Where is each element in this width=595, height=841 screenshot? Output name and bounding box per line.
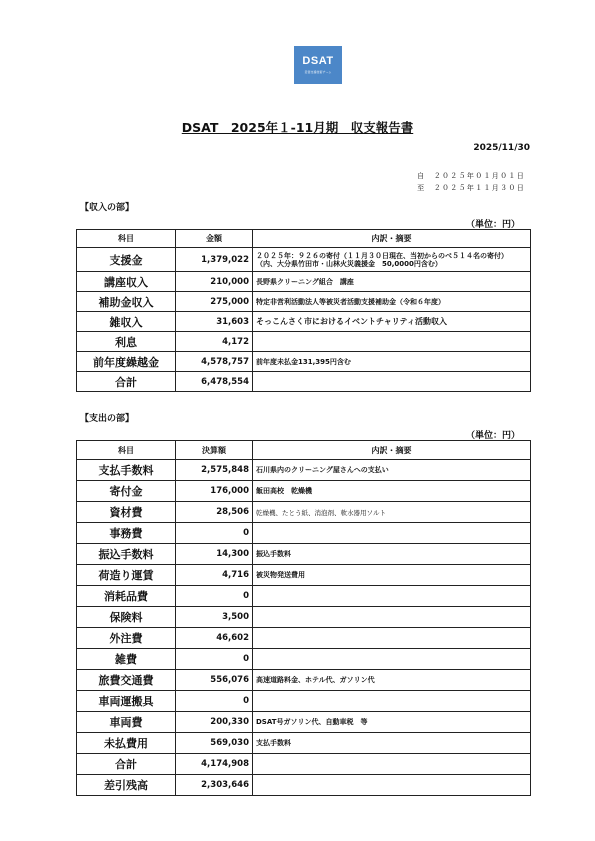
row-amount: 4,174,908 (176, 754, 253, 775)
column-header: 金額 (176, 230, 253, 248)
table-row (77, 607, 531, 628)
logo-text: DSAT (302, 55, 334, 67)
row-label: 車両費 (77, 712, 176, 733)
row-label: 前年度繰越金 (77, 352, 176, 372)
expense-header-row (77, 441, 531, 460)
row-label: 合計 (77, 372, 176, 392)
row-note (253, 628, 531, 649)
row-label: 講座収入 (77, 272, 176, 292)
table-row (77, 565, 531, 586)
table-row (77, 460, 531, 481)
table-row (77, 733, 531, 754)
row-amount: 275,000 (176, 292, 253, 312)
income-unit: （単位：円） (465, 220, 520, 230)
table-row (77, 481, 531, 502)
row-label: 保険料 (77, 607, 176, 628)
row-amount: 2,575,848 (176, 460, 253, 481)
total-row (77, 754, 531, 775)
row-amount: 3,500 (176, 607, 253, 628)
income-table (76, 229, 531, 392)
table-row (77, 292, 531, 312)
expense-unit: （単位：円） (465, 431, 520, 441)
row-label: 車両運搬具 (77, 691, 176, 712)
row-amount: 28,506 (176, 502, 253, 523)
table-row (77, 712, 531, 733)
column-header: 科目 (77, 441, 176, 460)
table-row (77, 691, 531, 712)
table-row (77, 502, 531, 523)
row-amount: 4,716 (176, 565, 253, 586)
row-label: 利息 (77, 332, 176, 352)
row-amount: 4,172 (176, 332, 253, 352)
row-label: 消耗品費 (77, 586, 176, 607)
row-note (253, 607, 531, 628)
row-label: 支払手数料 (77, 460, 176, 481)
row-note: DSAT号ガソリン代、自動車税 等 (253, 712, 531, 733)
row-note: 飯田高校 乾燥機 (253, 481, 531, 502)
row-label: 寄付金 (77, 481, 176, 502)
dsat-logo (294, 46, 342, 84)
table-row (77, 332, 531, 352)
row-note (253, 754, 531, 775)
row-label: 事務費 (77, 523, 176, 544)
expense-heading: 【支出の部】 (80, 414, 135, 424)
row-note: 長野県クリーニング組合 講座 (253, 272, 531, 292)
column-header: 内訳・摘要 (253, 441, 531, 460)
row-note (253, 649, 531, 670)
row-note: 支払手数料 (253, 733, 531, 754)
row-note: 高速道路料金、ホテル代、ガソリン代 (253, 670, 531, 691)
row-note: ２０２５年：９２６の寄付（１１月３０日現在、当初からのべ５１４名の寄付） （内、大分県竹田市・山林火災義援金 50,0000円含む） (253, 248, 531, 272)
row-label: 差引残高 (77, 775, 176, 796)
row-note (253, 523, 531, 544)
table-row (77, 248, 531, 272)
income-heading: 【収入の部】 (80, 203, 135, 213)
row-amount: 569,030 (176, 733, 253, 754)
row-note (253, 586, 531, 607)
row-amount: 1,379,022 (176, 248, 253, 272)
row-note: 特定非営利活動法人等被災者活動支援補助金（令和６年度） (253, 292, 531, 312)
row-label: 補助金収入 (77, 292, 176, 312)
row-label: 未払費用 (77, 733, 176, 754)
row-amount: 0 (176, 691, 253, 712)
table-row (77, 312, 531, 332)
row-amount: 14,300 (176, 544, 253, 565)
period-to: 至 ２０２５年１１月３０日 (417, 184, 525, 192)
row-note (253, 691, 531, 712)
row-note (253, 372, 531, 392)
row-amount: 210,000 (176, 272, 253, 292)
period-from: 自 ２０２５年０１月０１日 (417, 172, 525, 180)
table-row (77, 586, 531, 607)
row-label: 合計 (77, 754, 176, 775)
table-row (77, 523, 531, 544)
row-amount: 556,076 (176, 670, 253, 691)
row-amount: 46,602 (176, 628, 253, 649)
table-row (77, 649, 531, 670)
table-row (77, 544, 531, 565)
row-amount: 200,330 (176, 712, 253, 733)
income-header-row (77, 230, 531, 248)
row-label: 荷造り運賃 (77, 565, 176, 586)
balance-row (77, 775, 531, 796)
column-header: 科目 (77, 230, 176, 248)
row-note (253, 775, 531, 796)
row-label: 支援金 (77, 248, 176, 272)
row-note: 乾燥機、たとう紙、消泡剤、軟水器用ソルト (253, 502, 531, 523)
row-label: 雑費 (77, 649, 176, 670)
row-label: 旅費交通費 (77, 670, 176, 691)
table-row (77, 670, 531, 691)
row-amount: 0 (176, 649, 253, 670)
expense-table (76, 440, 531, 796)
table-row (77, 272, 531, 292)
row-amount: 176,000 (176, 481, 253, 502)
row-amount: 0 (176, 586, 253, 607)
table-row (77, 352, 531, 372)
row-amount: 2,303,646 (176, 775, 253, 796)
row-amount: 6,478,554 (176, 372, 253, 392)
row-label: 振込手数料 (77, 544, 176, 565)
row-label: 雑収入 (77, 312, 176, 332)
document-title: DSAT 2025年１-11月期 収支報告書 (181, 120, 414, 135)
logo-subtext: 災害支援技術チーム (304, 70, 332, 74)
row-note (253, 332, 531, 352)
row-amount: 31,603 (176, 312, 253, 332)
row-amount: 0 (176, 523, 253, 544)
row-amount: 4,578,757 (176, 352, 253, 372)
row-note: 前年度未払金131,395円含む (253, 352, 531, 372)
row-label: 資材費 (77, 502, 176, 523)
row-note: 振込手数料 (253, 544, 531, 565)
row-label: 外注費 (77, 628, 176, 649)
row-note: 被災物発送費用 (253, 565, 531, 586)
table-row (77, 628, 531, 649)
column-header: 決算額 (176, 441, 253, 460)
total-row (77, 372, 531, 392)
report-date: 2025/11/30 (473, 143, 530, 153)
row-note: そっこんさく市におけるイベントチャリティ活動収入 (253, 312, 531, 332)
column-header: 内訳・摘要 (253, 230, 531, 248)
row-note: 石川県内のクリーニング屋さんへの支払い (253, 460, 531, 481)
